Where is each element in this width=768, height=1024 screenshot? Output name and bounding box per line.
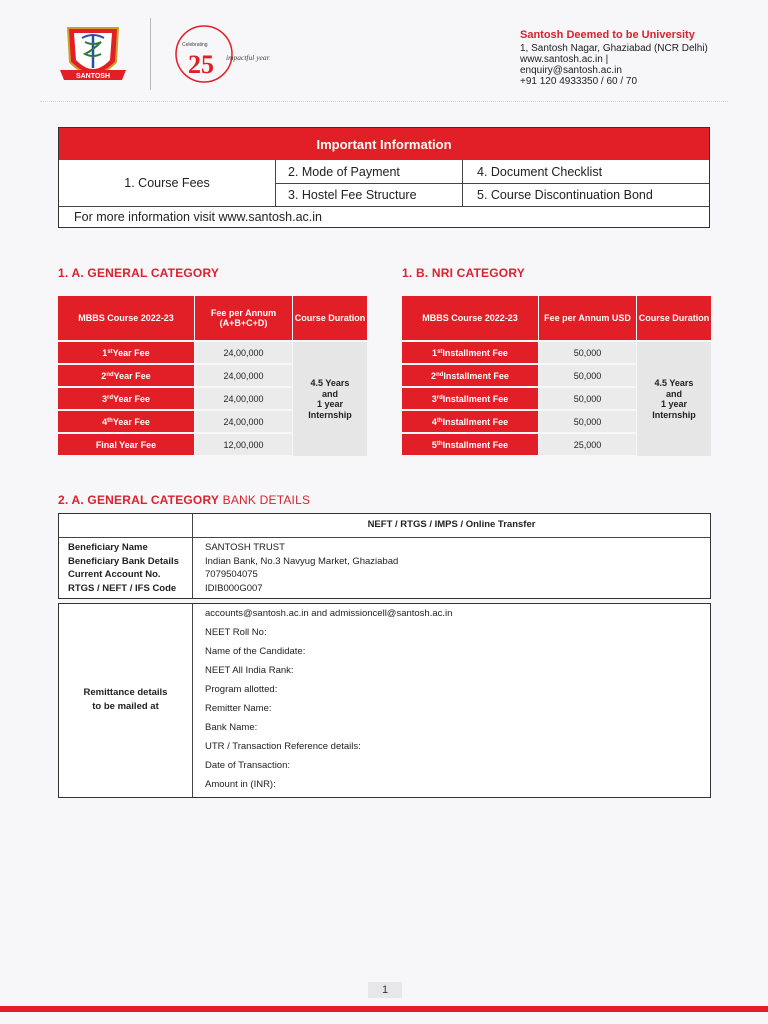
web-email[interactable]: www.santosh.ac.in | enquiry@santosh.ac.in xyxy=(520,54,622,76)
course-duration-cell: 4.5 Years and 1 year Internship xyxy=(637,342,711,456)
col-header-course: MBBS Course 2022-23 xyxy=(402,296,538,340)
remittance-field: Amount in (INR): xyxy=(205,779,276,790)
fee-row-value: 24,00,000 xyxy=(195,365,292,386)
row-label-text: Year Fee xyxy=(112,393,151,404)
bank-details-table xyxy=(58,513,711,599)
col-header-duration: Course Duration xyxy=(293,296,367,340)
value-account-no: 7079504075 xyxy=(205,569,258,580)
row-ordinal-suffix: st xyxy=(107,348,113,355)
fee-row-value: 24,00,000 xyxy=(195,342,292,363)
col-header-course: MBBS Course 2022-23 xyxy=(58,296,194,340)
row-ordinal: 2 xyxy=(431,370,437,381)
row-ordinal: 1 xyxy=(432,347,438,358)
fee-row-value: 24,00,000 xyxy=(195,411,292,432)
row-ordinal: 2 xyxy=(101,370,107,381)
remittance-label: Remittance details to be mailed at xyxy=(83,687,168,712)
address: 1, Santosh Nagar, Ghaziabad (NCR Delhi) xyxy=(520,43,708,54)
fee-row-label xyxy=(58,365,194,386)
col-header-fee: Fee per Annum USD xyxy=(539,296,636,340)
fee-row-label xyxy=(402,434,538,455)
fee-row-value: 50,000 xyxy=(539,411,636,432)
row-label-text: Year Fee xyxy=(113,370,151,381)
bank-labels xyxy=(68,541,179,595)
row-ordinal: 4 xyxy=(102,416,108,427)
remittance-field: Date of Transaction: xyxy=(205,760,291,771)
fee-row-value: 25,000 xyxy=(539,434,636,455)
santosh-shield-logo xyxy=(58,20,128,90)
25-years-logo xyxy=(170,18,270,90)
header-separator xyxy=(40,101,728,102)
fee-row-value: 50,000 xyxy=(539,342,636,363)
grid-line xyxy=(59,537,710,538)
row-ordinal-suffix: rd xyxy=(436,394,443,401)
remittance-table xyxy=(58,603,711,798)
row-label-text: Installment Fee xyxy=(443,370,509,381)
bank-details-title xyxy=(58,493,310,507)
row-ordinal-suffix: nd xyxy=(106,371,114,378)
info-discontinuation-bond[interactable]: 5. Course Discontinuation Bond xyxy=(477,187,653,202)
value-ifsc: IDIB000G007 xyxy=(205,582,263,594)
row-ordinal: 3 xyxy=(431,393,437,404)
fee-row-value: 24,00,000 xyxy=(195,388,292,409)
fee-row-value: 50,000 xyxy=(539,365,636,386)
university-name: Santosh Deemed to be University xyxy=(520,29,695,41)
fee-row-label xyxy=(58,342,194,363)
row-label-text: Installment Fee xyxy=(442,439,509,450)
svg-text:impactful years: impactful years xyxy=(226,53,270,62)
course-duration-cell: 4.5 Years and 1 year Internship xyxy=(293,342,367,456)
contact-block xyxy=(520,30,710,87)
header-divider xyxy=(150,18,151,90)
row-ordinal: 1 xyxy=(102,347,108,358)
row-label-text: Year Fee xyxy=(112,347,150,358)
row-label-text: Year Fee xyxy=(112,416,150,427)
value-bank-details: Indian Bank, No.3 Navyug Market, Ghaziabad xyxy=(205,555,399,567)
row-ordinal: 4 xyxy=(431,416,437,427)
info-more-link[interactable]: For more information visit www.santosh.ac.in xyxy=(74,209,323,224)
remittance-emails[interactable]: accounts@santosh.ac.in and admissioncell@santosh.ac.in xyxy=(205,608,453,619)
row-label-text: Installment Fee xyxy=(442,393,509,404)
fee-row-label xyxy=(402,388,538,409)
bank-title-bold: 2. A. GENERAL CATEGORY xyxy=(58,493,220,507)
row-ordinal: 5 xyxy=(431,439,437,450)
fee-row-label xyxy=(402,365,538,386)
remittance-field: Bank Name: xyxy=(205,722,258,733)
row-ordinal-suffix: rd xyxy=(106,394,113,401)
row-ordinal: Final Year Fee xyxy=(95,439,157,450)
label-beneficiary-name: Beneficiary Name xyxy=(68,542,148,553)
row-ordinal-suffix: th xyxy=(107,417,113,424)
value-beneficiary-name: SANTOSH TRUST xyxy=(205,542,285,553)
row-ordinal-suffix: st xyxy=(437,348,443,355)
row-ordinal-suffix: th xyxy=(436,440,443,447)
info-document-checklist[interactable]: 4. Document Checklist xyxy=(477,164,603,179)
svg-text:SANTOSH: SANTOSH xyxy=(75,73,111,80)
row-ordinal-suffix: th xyxy=(436,417,443,424)
svg-text:25: 25 xyxy=(188,50,214,79)
important-info-title: Important Information xyxy=(59,128,709,160)
remittance-field: Remitter Name: xyxy=(205,703,272,714)
nri-fee-table xyxy=(402,296,712,458)
row-label-text: Installment Fee xyxy=(442,347,508,358)
col-header-fee: Fee per Annum (A+B+C+D) xyxy=(195,296,292,340)
row-label-text: Installment Fee xyxy=(442,416,509,427)
row-ordinal: 3 xyxy=(101,393,107,404)
general-fee-table xyxy=(58,296,368,458)
grid-line xyxy=(192,604,193,797)
remittance-field: Name of the Candidate: xyxy=(205,646,306,657)
fee-row-label xyxy=(58,388,194,409)
label-bank-details: Beneficiary Bank Details xyxy=(68,555,179,567)
label-account-no: Current Account No. xyxy=(68,569,161,580)
row-ordinal-suffix: nd xyxy=(436,371,444,378)
phone: +91 120 4933350 / 60 / 70 xyxy=(520,76,638,87)
fee-row-label xyxy=(58,411,194,432)
fee-row-label xyxy=(402,342,538,363)
nri-category-title: 1. B. NRI CATEGORY xyxy=(402,266,525,280)
bank-title-light: BANK DETAILS xyxy=(219,493,311,507)
fee-row-value: 12,00,000 xyxy=(195,434,292,455)
remittance-field: NEET Roll No: xyxy=(205,627,267,638)
label-ifsc: RTGS / NEFT / IFS Code xyxy=(68,582,177,594)
info-course-fees[interactable]: 1. Course Fees xyxy=(124,176,210,190)
svg-text:Celebrating: Celebrating xyxy=(182,42,208,48)
bank-values xyxy=(205,541,398,595)
remittance-field: Program allotted: xyxy=(205,684,278,695)
info-mode-of-payment[interactable]: 2. Mode of Payment xyxy=(288,164,400,179)
remittance-field: UTR / Transaction Reference details: xyxy=(205,741,361,752)
footer-bar xyxy=(0,1006,768,1012)
col-header-duration: Course Duration xyxy=(637,296,711,340)
fee-row-label xyxy=(58,434,194,455)
transfer-header: NEFT / RTGS / IMPS / Online Transfer xyxy=(367,519,536,530)
fee-row-label xyxy=(402,411,538,432)
info-hostel-fee[interactable]: 3. Hostel Fee Structure xyxy=(288,187,417,202)
page-number: 1 xyxy=(368,982,402,998)
general-category-title: 1. A. GENERAL CATEGORY xyxy=(58,266,220,280)
fee-row-value: 50,000 xyxy=(539,388,636,409)
remittance-field: NEET All India Rank: xyxy=(205,665,294,676)
important-info-box xyxy=(58,127,710,228)
